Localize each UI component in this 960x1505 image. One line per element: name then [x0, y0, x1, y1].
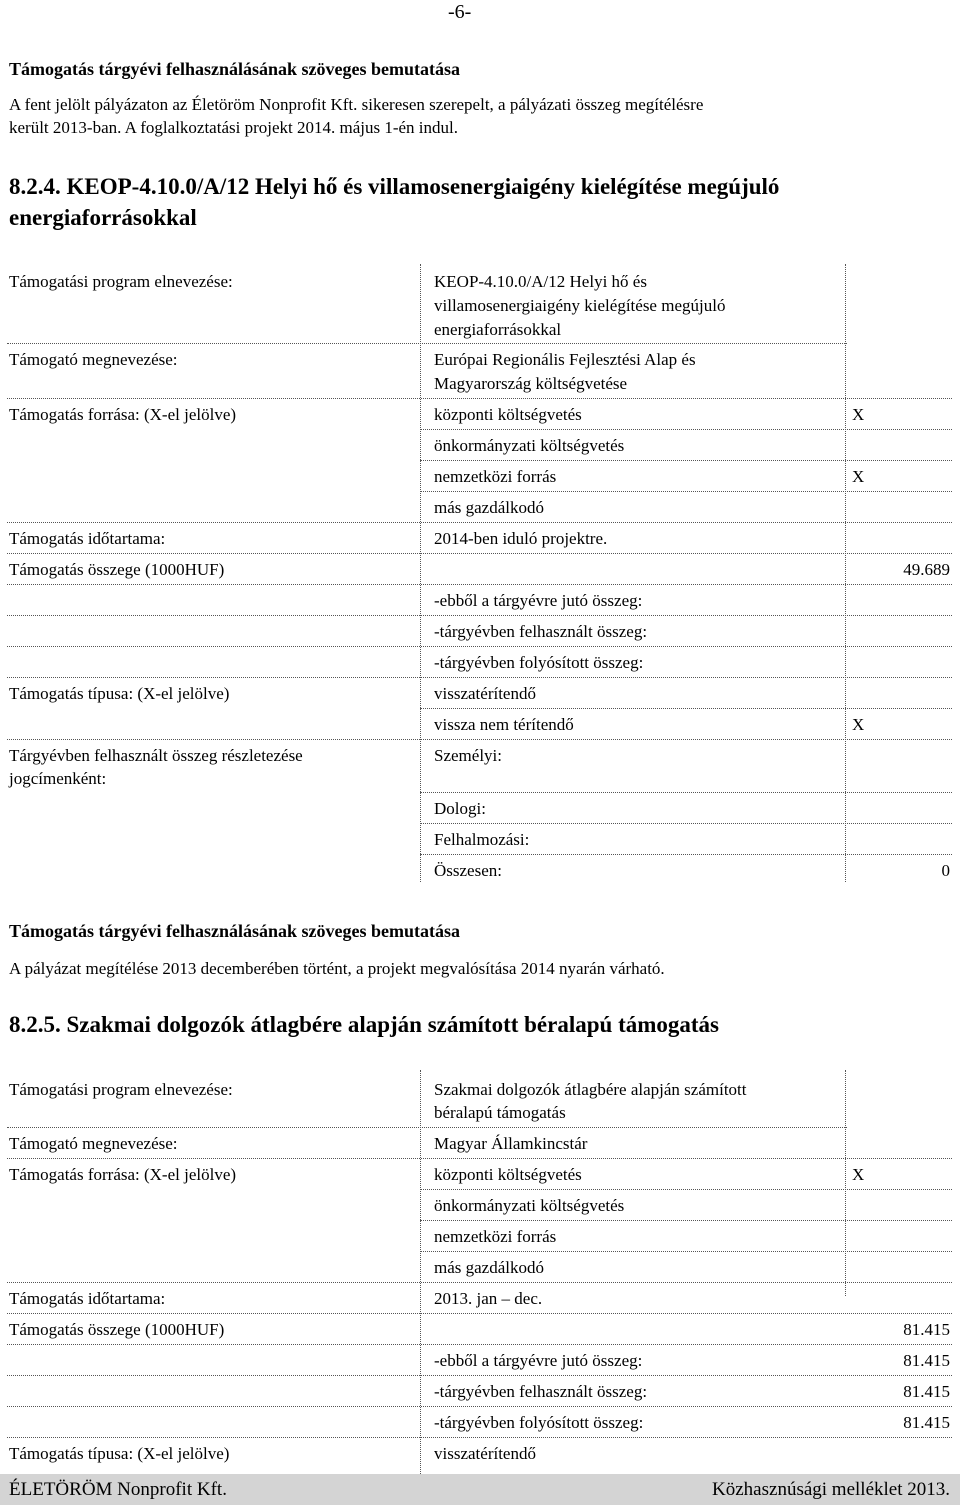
- paragraph-line: A pályázat megítélése 2013 decemberében történt, a projekt megvalósítása 2014 nyarán várható.: [9, 959, 665, 978]
- amount-label: Támogatás összege (1000HUF): [9, 560, 225, 579]
- source-option: központi költségvetés: [434, 1165, 582, 1184]
- source-option: önkormányzati költségvetés: [434, 436, 625, 455]
- source-option: más gazdálkodó: [434, 498, 544, 517]
- supporter-value: Magyar Államkincstár: [434, 1134, 588, 1153]
- section-heading: Támogatás tárgyévi felhasználásának szöveges bemutatása: [9, 59, 460, 79]
- type-option: visszatérítendő: [434, 1444, 536, 1463]
- duration-label: Támogatás időtartama:: [9, 529, 166, 548]
- supporter-label: Támogató megnevezése:: [9, 1134, 178, 1153]
- page-number: -6-: [448, 1, 472, 23]
- supporter-value: Európai Regionális Fejlesztési Alap és: [434, 350, 696, 369]
- type-label: Támogatás típusa: (X-el jelölve): [9, 684, 230, 703]
- type-label: Támogatás típusa: (X-el jelölve): [9, 1444, 230, 1463]
- duration-label: Támogatás időtartama:: [9, 1289, 166, 1308]
- detail-item: Személyi:: [434, 746, 502, 765]
- type-option: vissza nem térítendő: [434, 715, 574, 734]
- program-value: Szakmai dolgozók átlagbére alapján számított: [434, 1080, 747, 1099]
- sub-amount-label: -tárgyévben felhasznált összeg:: [434, 1382, 648, 1401]
- total-value: 0: [941, 861, 950, 880]
- source-mark: X: [852, 1165, 865, 1184]
- detail-label: jogcímenként:: [9, 769, 107, 788]
- type-option: visszatérítendő: [434, 684, 536, 703]
- page-footer: [0, 1474, 960, 1505]
- source-mark: X: [852, 467, 865, 486]
- sub-amount-label: -ebből a tárgyévre jutó összeg:: [434, 1351, 643, 1370]
- sub-amount-label: -tárgyévben folyósított összeg:: [434, 653, 644, 672]
- type-mark: X: [852, 715, 865, 734]
- total-label: Összesen:: [434, 861, 502, 880]
- source-option: más gazdálkodó: [434, 1258, 544, 1277]
- source-option: önkormányzati költségvetés: [434, 1196, 625, 1215]
- section-title: 8.2.5. Szakmai dolgozók átlagbére alapján számított béralapú támogatás: [9, 1012, 720, 1037]
- footer-document: Közhasznúsági melléklet 2013.: [712, 1479, 950, 1500]
- footer-company: ÉLETÖRÖM Nonprofit Kft.: [9, 1479, 227, 1500]
- duration-value: 2014-ben iduló projektre.: [434, 529, 608, 548]
- detail-label: Tárgyévben felhasznált összeg részletezése: [9, 746, 303, 765]
- paragraph-line: került 2013-ban. A foglalkoztatási projekt 2014. május 1-én indul.: [9, 118, 458, 137]
- sub-amount-value: 81.415: [903, 1413, 950, 1432]
- program-value: béralapú támogatás: [434, 1103, 566, 1122]
- program-value: energiaforrásokkal: [434, 320, 562, 339]
- section-heading: Támogatás tárgyévi felhasználásának szöveges bemutatása: [9, 921, 460, 941]
- supporter-label: Támogató megnevezése:: [9, 350, 178, 369]
- paragraph-line: A fent jelölt pályázaton az Életöröm Nonprofit Kft. sikeresen szerepelt, a pályázati összeg megítélésre: [9, 95, 704, 114]
- program-value: KEOP-4.10.0/A/12 Helyi hő és: [434, 272, 647, 291]
- source-mark: X: [852, 405, 865, 424]
- source-label: Támogatás forrása: (X-el jelölve): [9, 1165, 237, 1184]
- amount-value: 49.689: [903, 560, 950, 579]
- program-label: Támogatási program elnevezése:: [9, 272, 233, 291]
- source-option: nemzetközi forrás: [434, 467, 557, 486]
- program-label: Támogatási program elnevezése:: [9, 1080, 233, 1099]
- source-option: központi költségvetés: [434, 405, 582, 424]
- source-option: nemzetközi forrás: [434, 1227, 557, 1246]
- section-title: energiaforrásokkal: [9, 205, 197, 230]
- amount-value: 81.415: [903, 1320, 950, 1339]
- section-title: 8.2.4. KEOP-4.10.0/A/12 Helyi hő és villamosenergiaigény kielégítése megújuló: [9, 174, 780, 199]
- sub-amount-value: 81.415: [903, 1382, 950, 1401]
- sub-amount-label: -ebből a tárgyévre jutó összeg:: [434, 591, 643, 610]
- sub-amount-label: -tárgyévben folyósított összeg:: [434, 1413, 644, 1432]
- detail-item: Dologi:: [434, 799, 486, 818]
- supporter-value: Magyarország költségvetése: [434, 374, 628, 393]
- source-label: Támogatás forrása: (X-el jelölve): [9, 405, 237, 424]
- amount-label: Támogatás összege (1000HUF): [9, 1320, 225, 1339]
- sub-amount-label: -tárgyévben felhasznált összeg:: [434, 622, 648, 641]
- duration-value: 2013. jan – dec.: [434, 1289, 543, 1308]
- detail-item: Felhalmozási:: [434, 830, 530, 849]
- sub-amount-value: 81.415: [903, 1351, 950, 1370]
- program-value: villamosenergiaigény kielégítése megújuló: [434, 296, 726, 315]
